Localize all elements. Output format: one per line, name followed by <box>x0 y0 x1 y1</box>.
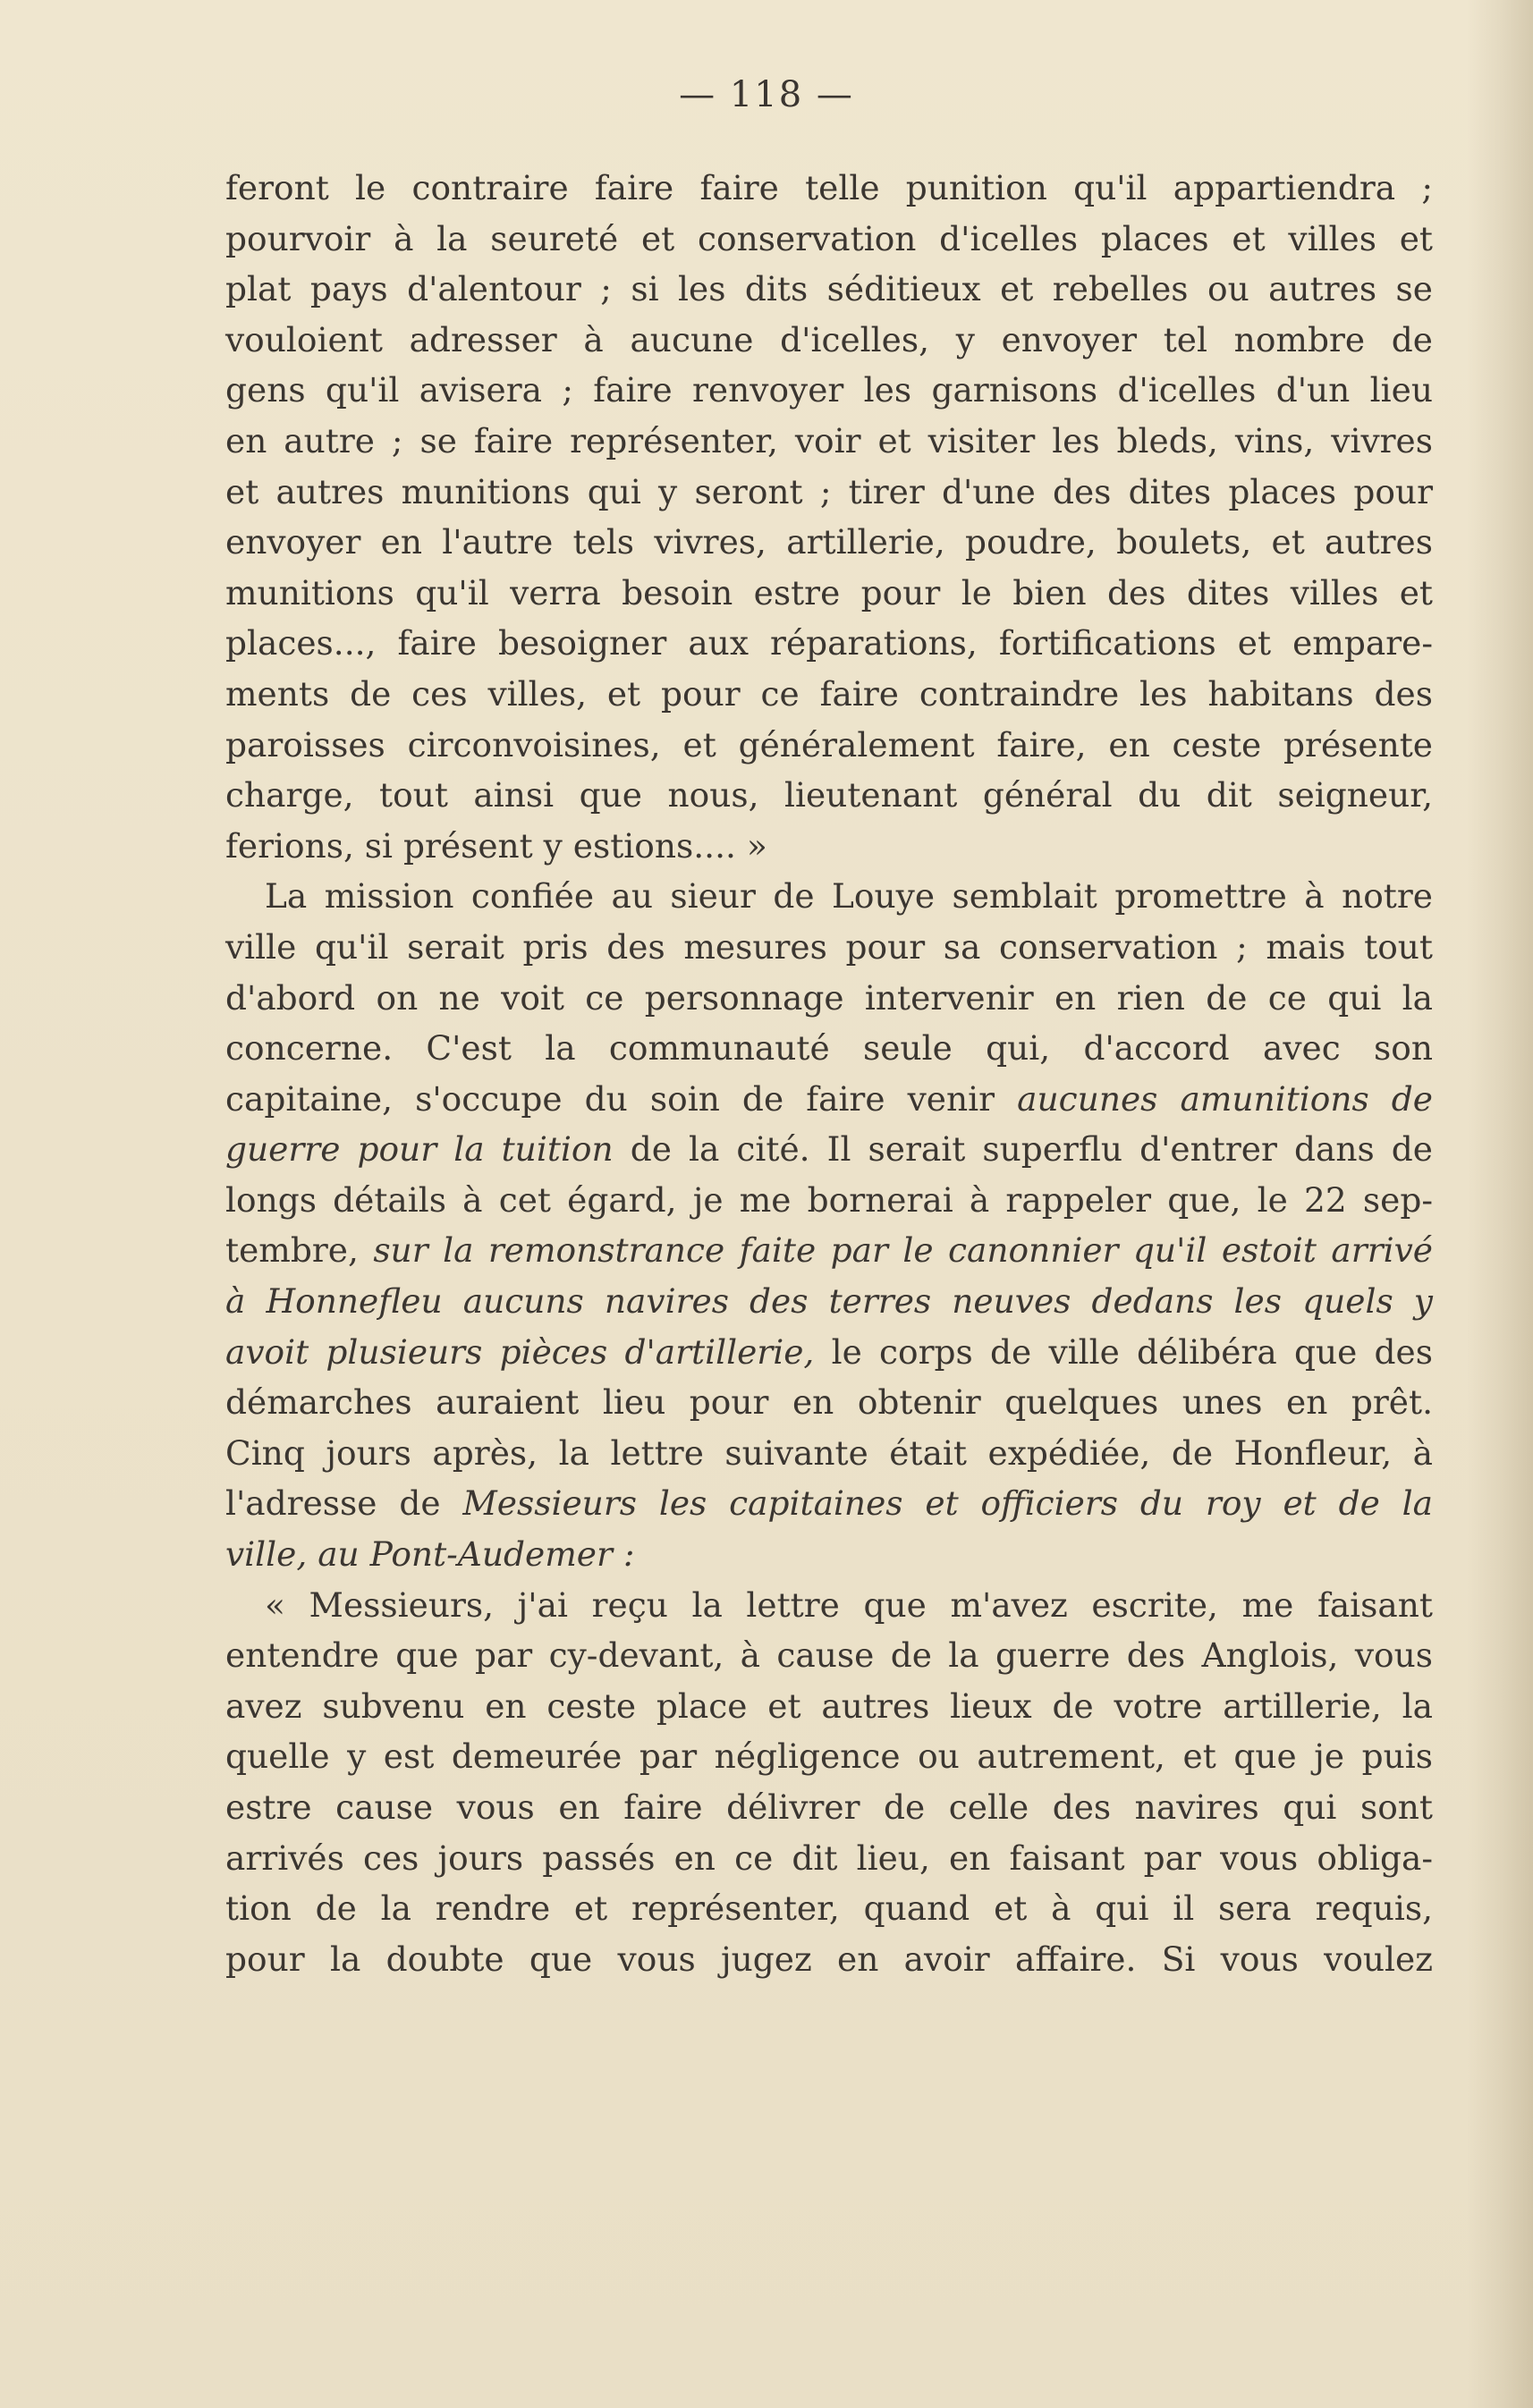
text-span: et autres munitions qui y seront ; tirer d'une des dites places pour <box>225 471 1433 511</box>
text-span: tembre, <box>225 1230 374 1271</box>
text-span: tion de la rendre et représenter, quand et à qui il sera requis, <box>225 1888 1433 1929</box>
text-span: « Messieurs, j'ai reçu la lettre que m'avez escrite, me faisant <box>265 1584 1433 1625</box>
text-span: feront le contraire faire faire telle punition qu'il appartiendra ; <box>225 168 1433 207</box>
text-span: envoyer en l'autre tels vivres, artillerie, poudre, boulets, et autres <box>225 522 1433 562</box>
body-text <box>225 163 1433 1984</box>
text-span: La mission confiée au sieur de Louye semblait promettre à notre <box>265 876 1433 917</box>
text-span: arrivés ces jours passés en ce dit lieu, en faisant par vous obliga- <box>225 1838 1433 1878</box>
text-span: concerne. C'est la communauté seule qui, d'accord avec son <box>225 1028 1433 1069</box>
text-span: démarches auraient lieu pour en obtenir quelques unes en prêt. <box>225 1382 1433 1423</box>
text-line <box>225 1782 1433 1833</box>
text-line <box>225 315 1433 366</box>
text-line <box>225 1934 1433 1985</box>
text-line <box>225 568 1433 619</box>
text-span: ferions, si présent y estions.... » <box>225 825 767 866</box>
text-line <box>225 1630 1433 1681</box>
text-line <box>225 1124 1433 1175</box>
italic-span: Messieurs les capitaines et officiers du roy et de la <box>462 1483 1433 1524</box>
text-line <box>225 871 1433 922</box>
text-span: avez subvenu en ceste place et autres lieux de votre artillerie, la <box>225 1686 1433 1726</box>
text-line <box>225 669 1433 720</box>
text-line <box>225 365 1433 416</box>
text-span: capitaine, s'occupe du soin de faire venir <box>225 1078 1018 1119</box>
text-span: ville qu'il serait pris des mesures pour sa conservation ; mais tout <box>225 926 1433 967</box>
text-span: Cinq jours après, la lettre suivante était expédiée, de Honfleur, à <box>225 1432 1433 1473</box>
text-line <box>225 416 1433 467</box>
text-line <box>225 517 1433 568</box>
italic-span: sur la remonstrance faite par le canonnier qu'il estoit arrivé <box>373 1230 1433 1271</box>
text-line <box>225 264 1433 315</box>
text-span: munitions qu'il verra besoin estre pour le bien des dites villes et <box>225 572 1433 613</box>
text-span: ments de ces villes, et pour ce faire contraindre les habitans des <box>225 673 1433 714</box>
text-span: estre cause vous en faire délivrer de celle des navires qui sont <box>225 1787 1433 1827</box>
text-span: paroisses circonvoisines, et généralement faire, en ceste présente <box>225 724 1433 765</box>
text-line <box>225 1731 1433 1782</box>
italic-span: avoit plusieurs pièces d'artillerie, <box>225 1331 815 1372</box>
text-span: vouloient adresser à aucune d'icelles, y envoyer tel nombre de <box>225 319 1433 359</box>
text-span: l'adresse de <box>225 1483 463 1524</box>
text-line <box>225 973 1433 1024</box>
text-line <box>225 467 1433 518</box>
text-line <box>225 1478 1433 1529</box>
text-line <box>225 618 1433 669</box>
text-span: places..., faire besoigner aux réparations, fortifications et empare- <box>225 623 1433 663</box>
text-line <box>225 1529 1433 1580</box>
text-line <box>225 1023 1433 1074</box>
text-span: en autre ; se faire représenter, voir et visiter les bleds, vins, vivres <box>225 420 1433 460</box>
text-span: plat pays d'alentour ; si les dits séditieux et rebelles ou autres se <box>225 269 1433 309</box>
page-number: — 118 — <box>679 74 854 115</box>
text-line <box>225 821 1433 872</box>
text-span: le corps de ville délibéra que des <box>814 1331 1433 1372</box>
italic-span: à Honnefleu aucuns navires des terres neuves dedans les quels y <box>225 1281 1433 1322</box>
text-line <box>225 1074 1433 1125</box>
text-span: charge, tout ainsi que nous, lieutenant général du dit seigneur, <box>225 775 1433 815</box>
italic-span: guerre pour la tuition <box>225 1129 614 1170</box>
text-line <box>225 214 1433 265</box>
text-line <box>225 1377 1433 1428</box>
text-line <box>225 1883 1433 1934</box>
text-line <box>225 1428 1433 1479</box>
text-span: quelle y est demeurée par négligence ou autrement, et que je puis <box>225 1736 1433 1777</box>
text-span: pourvoir à la seureté et conservation d'icelles places et villes et <box>225 218 1433 258</box>
text-line <box>225 720 1433 771</box>
text-span: pour la doubte que vous jugez en avoir affaire. Si vous voulez <box>225 1939 1433 1979</box>
text-line <box>225 922 1433 973</box>
text-span: entendre que par cy-devant, à cause de la guerre des Anglois, vous <box>225 1635 1433 1676</box>
text-line <box>225 770 1433 821</box>
italic-span: aucunes amunitions de <box>1017 1078 1433 1119</box>
text-line <box>225 1327 1433 1378</box>
text-line <box>225 1681 1433 1732</box>
italic-span: ville, au Pont-Audemer : <box>225 1534 635 1575</box>
text-line <box>225 1276 1433 1327</box>
text-line <box>225 1833 1433 1884</box>
text-line <box>225 1580 1433 1631</box>
text-span: d'abord on ne voit ce personnage intervenir en rien de ce qui la <box>225 977 1433 1018</box>
text-line <box>225 1175 1433 1226</box>
text-span: de la cité. Il serait superflu d'entrer dans de <box>613 1129 1433 1170</box>
text-span: longs détails à cet égard, je me bornerai à rappeler que, le 22 sep- <box>225 1179 1433 1220</box>
text-line <box>225 163 1433 214</box>
text-span: gens qu'il avisera ; faire renvoyer les garnisons d'icelles d'un lieu <box>225 370 1433 410</box>
text-line <box>225 1225 1433 1276</box>
